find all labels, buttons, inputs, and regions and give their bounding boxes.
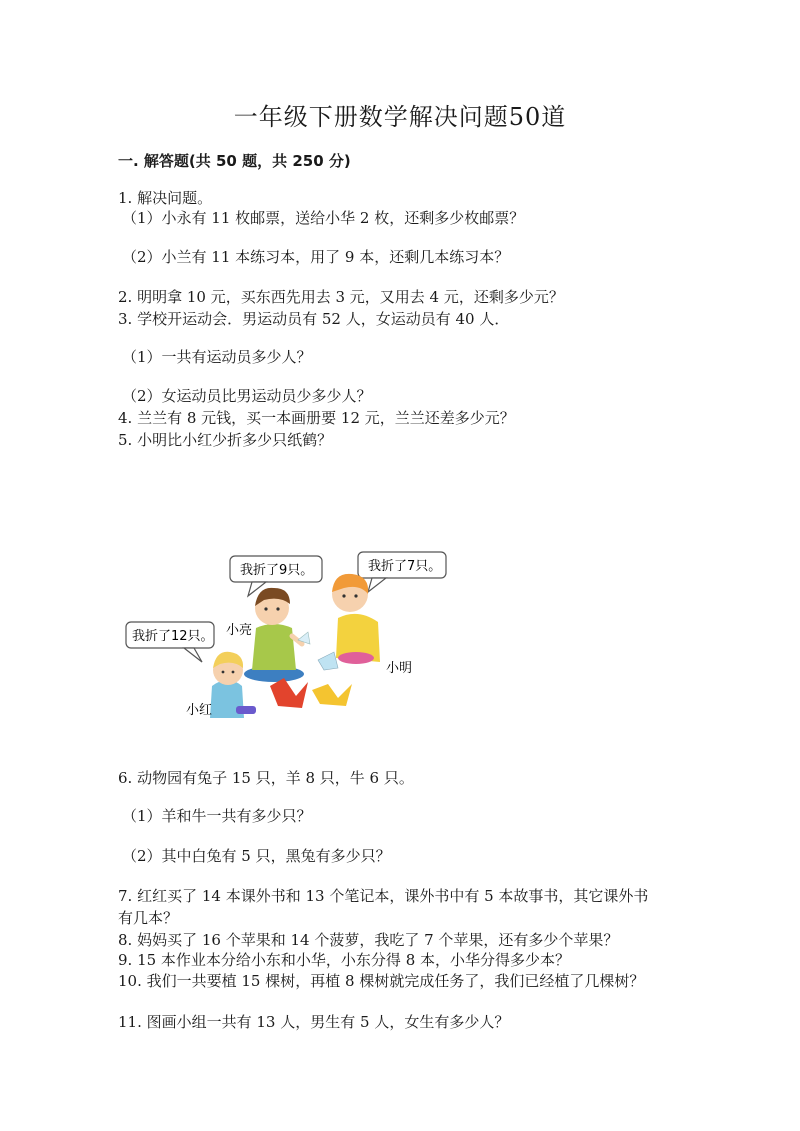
question-3: 3. 学校开运动会．男运动员有 52 人，女运动员有 40 人． [118, 310, 510, 328]
boy-xiaoliang-figure [244, 588, 310, 682]
paper-crane-illustration [124, 546, 454, 726]
question-11: 11. 图画小组一共有 13 人，男生有 5 人，女生有多少人？ [118, 1013, 510, 1031]
question-3-part-1: （1）一共有运动员多少人？ [122, 348, 312, 366]
bubble-left-text: 我折了12只。 [132, 629, 214, 644]
paper-crane-red [270, 678, 308, 708]
girl-xiaohong-figure [210, 652, 256, 718]
question-6-part-1: （1）羊和牛一共有多少只？ [122, 807, 312, 825]
speech-bubble-right [358, 552, 446, 592]
paper-crane-yellow [312, 684, 352, 706]
question-10: 10. 我们一共要植 15 棵树，再植 8 棵树就完成任务了，我们已经植了几棵树？ [118, 972, 645, 990]
question-4: 4. 兰兰有 8 元钱，买一本画册要 12 元，兰兰还差多少元？ [118, 409, 515, 427]
question-9: 9. 15 本作业本分给小东和小华，小东分得 8 本，小华分得多少本？ [118, 951, 571, 969]
question-1: 1. 解决问题。 [118, 189, 213, 207]
bubble-right-text: 我折了7只。 [368, 559, 442, 574]
question-1-part-2: （2）小兰有 11 本练习本，用了 9 本，还剩几本练习本？ [122, 248, 510, 266]
section-heading: 一. 解答题(共 50 题，共 250 分) [118, 152, 351, 170]
name-label-xiaoming: 小明 [386, 661, 413, 676]
paper-crane-blue [318, 652, 338, 670]
bubble-middle-text: 我折了9只。 [240, 563, 314, 578]
question-8: 8. 妈妈买了 16 个苹果和 14 个菠萝，我吃了 7 个苹果，还有多少个苹果？ [118, 931, 619, 949]
question-6-part-2: （2）其中白兔有 5 只，黑兔有多少只？ [122, 847, 391, 865]
question-2: 2. 明明拿 10 元，买东西先用去 3 元，又用去 4 元，还剩多少元？ [118, 288, 564, 306]
question-5: 5. 小明比小红少折多少只纸鹤？ [118, 431, 333, 449]
question-3-part-2: （2）女运动员比男运动员少多少人？ [122, 387, 372, 405]
name-label-xiaohong: 小红 [186, 703, 213, 718]
question-1-part-1: （1）小永有 11 枚邮票，送给小华 2 枚，还剩多少枚邮票？ [122, 209, 525, 227]
question-6: 6. 动物园有兔子 15 只，羊 8 只，牛 6 只。 [118, 769, 414, 787]
question-7: 7. 红红买了 14 本课外书和 13 个笔记本，课外书中有 5 本故事书，其它课外书 [118, 887, 649, 905]
page-title: 一年级下册数学解决问题50道 [233, 103, 567, 131]
name-label-xiaoliang: 小亮 [226, 623, 253, 638]
question-7-continued: 有几本？ [118, 909, 179, 927]
speech-bubble-left [126, 622, 214, 662]
